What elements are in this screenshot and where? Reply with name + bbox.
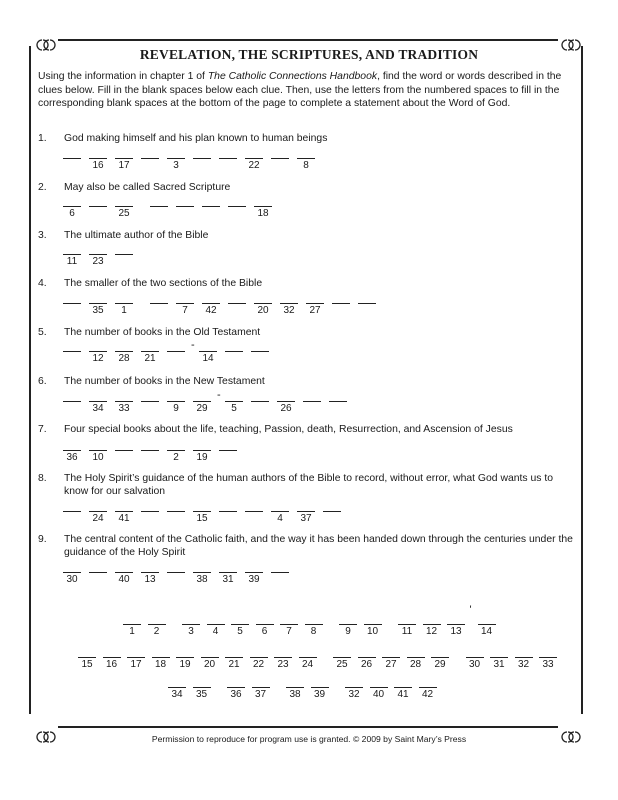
clue-number: 7. bbox=[38, 424, 47, 435]
hyphen-mark: - bbox=[191, 339, 195, 351]
blank-number: 28 bbox=[118, 353, 130, 364]
letter-blank[interactable] bbox=[332, 293, 350, 321]
clue-text: The Holy Spirit’s guidance of the human authors of the Bible to record, without error, what God wants us to know for our salvation bbox=[64, 473, 554, 497]
letter-blank[interactable] bbox=[251, 391, 269, 419]
blank-number: 41 bbox=[118, 513, 130, 524]
clue-text: The number of books in the Old Testament bbox=[64, 327, 261, 338]
letter-blank[interactable] bbox=[207, 614, 225, 642]
clue-text: Four special books about the life, teaching, Passion, death, Resurrection, and Ascension of Jesus bbox=[64, 424, 513, 435]
blank-number: 17 bbox=[118, 160, 130, 171]
blank-number: 23 bbox=[277, 659, 289, 670]
blank-number: 29 bbox=[196, 403, 208, 414]
letter-blank[interactable] bbox=[63, 293, 81, 321]
blank-number: 20 bbox=[257, 305, 269, 316]
blank-number: 32 bbox=[517, 659, 530, 670]
clue-number: 6. bbox=[38, 376, 47, 387]
letter-blank[interactable] bbox=[115, 440, 133, 468]
letter-blank[interactable] bbox=[311, 677, 329, 705]
blank-number: 40 bbox=[372, 689, 385, 700]
letter-blank[interactable] bbox=[89, 293, 107, 321]
blank-number: 34 bbox=[92, 403, 104, 414]
letter-blank[interactable] bbox=[115, 391, 133, 419]
blank-number: 1 bbox=[121, 305, 127, 316]
letter-blank[interactable] bbox=[89, 391, 107, 419]
blank-number: 21 bbox=[228, 659, 240, 670]
blank-number: 27 bbox=[385, 659, 397, 670]
letter-blank[interactable] bbox=[63, 391, 81, 419]
clue-8 bbox=[38, 472, 574, 498]
corner-ornament-icon bbox=[561, 730, 581, 744]
letter-blank[interactable] bbox=[115, 196, 133, 224]
blank-number: 6 bbox=[69, 208, 75, 219]
blank-number: 9 bbox=[345, 626, 351, 637]
blank-number: 15 bbox=[196, 513, 208, 524]
letter-blank[interactable] bbox=[478, 614, 496, 642]
letter-blank[interactable] bbox=[339, 614, 357, 642]
letter-blank[interactable] bbox=[219, 501, 237, 529]
blank-number: 17 bbox=[130, 659, 142, 670]
clue-text: The smaller of the two sections of the Bible bbox=[64, 278, 263, 289]
clue-text: May also be called Sacred Scripture bbox=[64, 182, 231, 193]
letter-blank[interactable] bbox=[345, 677, 363, 705]
letter-blank[interactable] bbox=[306, 293, 324, 321]
blank-number: 42 bbox=[205, 305, 217, 316]
letter-blank[interactable] bbox=[297, 148, 315, 176]
letter-blank[interactable] bbox=[370, 677, 388, 705]
letter-blank[interactable] bbox=[89, 244, 107, 272]
blank-number: 3 bbox=[188, 626, 194, 637]
letter-blank[interactable] bbox=[167, 562, 185, 590]
blank-number: 31 bbox=[222, 574, 234, 585]
blank-number: 2 bbox=[153, 626, 160, 637]
letter-blank[interactable] bbox=[219, 148, 237, 176]
letter-blank[interactable] bbox=[358, 293, 376, 321]
clue-text: God making himself and his plan known to human beings bbox=[64, 133, 328, 144]
letter-blank[interactable] bbox=[280, 614, 298, 642]
letter-blank[interactable] bbox=[228, 293, 246, 321]
instructions bbox=[38, 70, 578, 111]
letter-blank[interactable] bbox=[89, 196, 107, 224]
letter-blank[interactable] bbox=[431, 647, 449, 675]
blank-number: 16 bbox=[92, 160, 104, 171]
letter-blank[interactable] bbox=[123, 614, 141, 642]
blank-number: 8 bbox=[310, 626, 317, 637]
letter-blank[interactable] bbox=[141, 391, 159, 419]
blank-number: 11 bbox=[401, 626, 413, 637]
letter-blank[interactable] bbox=[539, 647, 557, 675]
blank-number: 19 bbox=[196, 452, 208, 463]
blank-number: 26 bbox=[280, 403, 292, 414]
blank-number: 9 bbox=[173, 403, 179, 414]
clue-4 bbox=[38, 277, 574, 290]
blank-number: 7 bbox=[286, 626, 292, 637]
blank-number: 30 bbox=[66, 574, 78, 585]
corner-ornament-icon bbox=[36, 38, 56, 52]
corner-ornament-icon bbox=[36, 730, 56, 744]
letter-blank[interactable] bbox=[297, 501, 315, 529]
letter-blank[interactable] bbox=[182, 614, 200, 642]
blank-number: 38 bbox=[289, 689, 301, 700]
letter-blank[interactable] bbox=[115, 293, 133, 321]
blank-number: 23 bbox=[92, 256, 104, 267]
letter-blank[interactable] bbox=[115, 501, 133, 529]
letter-blank[interactable] bbox=[228, 196, 246, 224]
instructions-part: Using the information in chapter 1 of bbox=[38, 71, 208, 82]
blank-number: 24 bbox=[301, 659, 314, 670]
blank-number: 33 bbox=[542, 659, 554, 670]
blank-number: 5 bbox=[231, 403, 237, 414]
clue-text: The ultimate author of the Bible bbox=[64, 230, 209, 241]
letter-blank[interactable] bbox=[225, 341, 243, 369]
letter-blank[interactable] bbox=[150, 196, 168, 224]
letter-blank[interactable] bbox=[199, 341, 217, 369]
blank-number: 12 bbox=[92, 353, 104, 364]
letter-blank[interactable] bbox=[277, 391, 295, 419]
blank-number: 36 bbox=[66, 452, 78, 463]
letter-blank[interactable] bbox=[225, 647, 243, 675]
clue-text: The central content of the Catholic faith, and the way it has been handed down through the centuries under the guidance of the Holy Spirit bbox=[64, 534, 573, 558]
letter-blank[interactable] bbox=[219, 562, 237, 590]
letter-blank[interactable] bbox=[141, 501, 159, 529]
letter-blank[interactable] bbox=[127, 647, 145, 675]
clue-5 bbox=[38, 326, 574, 339]
letter-blank[interactable] bbox=[271, 148, 289, 176]
letter-blank[interactable] bbox=[89, 501, 107, 529]
letter-blank[interactable] bbox=[515, 647, 533, 675]
letter-blank[interactable] bbox=[250, 647, 268, 675]
letter-blank[interactable] bbox=[251, 341, 269, 369]
blank-number: 38 bbox=[196, 574, 208, 585]
letter-blank[interactable] bbox=[167, 148, 185, 176]
letter-blank[interactable] bbox=[254, 196, 272, 224]
blank-number: 13 bbox=[450, 626, 462, 637]
clue-number: 4. bbox=[38, 278, 47, 289]
letter-blank[interactable] bbox=[193, 440, 211, 468]
letter-blank[interactable] bbox=[63, 196, 81, 224]
letter-blank[interactable] bbox=[103, 647, 121, 675]
blank-number: 32 bbox=[348, 689, 360, 700]
top-border-line bbox=[58, 39, 558, 41]
blank-number: 32 bbox=[283, 305, 295, 316]
blank-number: 25 bbox=[336, 659, 348, 670]
letter-blank[interactable] bbox=[193, 148, 211, 176]
letter-blank[interactable] bbox=[490, 647, 508, 675]
letter-blank[interactable] bbox=[63, 244, 81, 272]
blank-number: 35 bbox=[92, 305, 104, 316]
letter-blank[interactable] bbox=[252, 677, 270, 705]
letter-blank[interactable] bbox=[271, 562, 289, 590]
letter-blank[interactable] bbox=[63, 148, 81, 176]
letter-blank[interactable] bbox=[152, 647, 170, 675]
letter-blank[interactable] bbox=[333, 647, 351, 675]
blank-number: 39 bbox=[313, 689, 326, 700]
letter-blank[interactable] bbox=[63, 341, 81, 369]
corner-ornament-icon bbox=[561, 38, 581, 52]
clue-number: 8. bbox=[38, 473, 47, 484]
letter-blank[interactable] bbox=[202, 196, 220, 224]
letter-blank[interactable] bbox=[225, 391, 243, 419]
letter-blank[interactable] bbox=[202, 293, 220, 321]
letter-blank[interactable] bbox=[115, 244, 133, 272]
clue-9 bbox=[38, 533, 574, 559]
letter-blank[interactable] bbox=[271, 501, 289, 529]
blank-number: 40 bbox=[118, 574, 130, 585]
book-title: The Catholic Connections Handbook bbox=[207, 71, 378, 82]
blank-number: 31 bbox=[493, 659, 505, 670]
clue-2 bbox=[38, 181, 574, 194]
blank-number: 12 bbox=[425, 626, 438, 637]
letter-blank[interactable] bbox=[398, 614, 416, 642]
letter-blank[interactable] bbox=[167, 341, 185, 369]
letter-blank[interactable] bbox=[364, 614, 382, 642]
letter-blank[interactable] bbox=[167, 501, 185, 529]
letter-blank[interactable] bbox=[89, 341, 107, 369]
letter-blank[interactable] bbox=[193, 391, 211, 419]
letter-blank[interactable] bbox=[89, 148, 107, 176]
blank-number: 33 bbox=[118, 403, 130, 414]
blank-number: 4 bbox=[212, 626, 219, 637]
blank-number: 26 bbox=[360, 659, 373, 670]
blank-number: 22 bbox=[248, 160, 260, 171]
letter-blank[interactable] bbox=[303, 391, 321, 419]
left-border-line bbox=[29, 46, 31, 714]
letter-blank[interactable] bbox=[245, 562, 263, 590]
blank-number: 14 bbox=[202, 353, 214, 364]
blank-number: 4 bbox=[277, 513, 283, 524]
blank-number: 35 bbox=[195, 689, 208, 700]
letter-blank[interactable] bbox=[323, 501, 341, 529]
blank-number: 36 bbox=[230, 689, 242, 700]
letter-blank[interactable] bbox=[89, 440, 107, 468]
letter-blank[interactable] bbox=[201, 647, 219, 675]
blank-number: 18 bbox=[257, 208, 269, 219]
letter-blank[interactable] bbox=[329, 391, 347, 419]
blank-number: 10 bbox=[366, 626, 379, 637]
blank-number: 19 bbox=[179, 659, 191, 670]
blank-number: 15 bbox=[81, 659, 93, 670]
letter-blank[interactable] bbox=[286, 677, 304, 705]
blank-number: 30 bbox=[468, 659, 481, 670]
letter-blank[interactable] bbox=[63, 501, 81, 529]
letter-blank[interactable] bbox=[148, 614, 166, 642]
blank-number: 37 bbox=[254, 689, 267, 700]
blank-number: 13 bbox=[144, 574, 156, 585]
blank-number: 37 bbox=[300, 513, 312, 524]
letter-blank[interactable] bbox=[299, 647, 317, 675]
blank-number: 25 bbox=[118, 208, 130, 219]
blank-number: 14 bbox=[480, 626, 493, 637]
letter-blank[interactable] bbox=[167, 391, 185, 419]
blank-number: 8 bbox=[303, 160, 309, 171]
blank-number: 24 bbox=[92, 513, 104, 524]
letter-blank[interactable] bbox=[141, 562, 159, 590]
page-title: REVELATION, THE SCRIPTURES, AND TRADITION bbox=[139, 47, 479, 62]
blank-number: 27 bbox=[309, 305, 321, 316]
letter-blank[interactable] bbox=[176, 647, 194, 675]
letter-blank[interactable] bbox=[219, 440, 237, 468]
blank-number: 18 bbox=[154, 659, 167, 670]
clue-number: 5. bbox=[38, 327, 47, 338]
letter-blank[interactable] bbox=[115, 341, 133, 369]
footer-permission: Permission to reproduce for program use is granted. © 2009 by Saint Mary’s Press bbox=[151, 734, 467, 744]
letter-blank[interactable] bbox=[358, 647, 376, 675]
clue-6 bbox=[38, 375, 574, 388]
hyphen-mark: - bbox=[217, 389, 221, 401]
blank-number: 29 bbox=[434, 659, 446, 670]
blank-number: 34 bbox=[171, 689, 183, 700]
letter-blank[interactable] bbox=[254, 293, 272, 321]
letter-blank[interactable] bbox=[150, 293, 168, 321]
letter-blank[interactable] bbox=[115, 562, 133, 590]
letter-blank[interactable] bbox=[141, 440, 159, 468]
blank-number: 41 bbox=[397, 689, 409, 700]
clue-number: 9. bbox=[38, 534, 47, 545]
apostrophe-mark: ' bbox=[469, 604, 472, 616]
letter-blank[interactable] bbox=[280, 293, 298, 321]
letter-blank[interactable] bbox=[193, 501, 211, 529]
letter-blank[interactable] bbox=[141, 341, 159, 369]
blank-number: 1 bbox=[129, 626, 135, 637]
blank-number: 21 bbox=[144, 353, 156, 364]
blank-number: 10 bbox=[92, 452, 104, 463]
letter-blank[interactable] bbox=[245, 148, 263, 176]
blank-number: 5 bbox=[237, 626, 243, 637]
letter-blank[interactable] bbox=[63, 562, 81, 590]
letter-blank[interactable] bbox=[167, 440, 185, 468]
clue-1 bbox=[38, 132, 574, 145]
letter-blank[interactable] bbox=[394, 677, 412, 705]
letter-blank[interactable] bbox=[419, 677, 437, 705]
clue-number: 1. bbox=[38, 133, 47, 144]
instructions-part: , find the word or words described in the clues below. Fill in the blank spaces below each clue. Then, use the letters from the numbered spaces to fill in the corresponding blank spaces at the bottom of the page to complete a statement about the Word of God. bbox=[38, 71, 562, 109]
letter-blank[interactable] bbox=[227, 677, 245, 705]
letter-blank[interactable] bbox=[176, 196, 194, 224]
letter-blank[interactable] bbox=[63, 440, 81, 468]
blank-number: 22 bbox=[252, 659, 265, 670]
blank-number: 6 bbox=[261, 626, 268, 637]
letter-blank[interactable] bbox=[168, 677, 186, 705]
blank-number: 2 bbox=[173, 452, 179, 463]
letter-blank[interactable] bbox=[274, 647, 292, 675]
letter-blank[interactable] bbox=[193, 677, 211, 705]
clue-number: 3. bbox=[38, 230, 47, 241]
bottom-border-line bbox=[58, 726, 558, 728]
blank-number: 20 bbox=[203, 659, 216, 670]
clue-number: 2. bbox=[38, 182, 47, 193]
letter-blank[interactable] bbox=[141, 148, 159, 176]
letter-blank[interactable] bbox=[78, 647, 96, 675]
clue-text: The number of books in the New Testament bbox=[64, 376, 265, 387]
letter-blank[interactable] bbox=[193, 562, 211, 590]
letter-blank[interactable] bbox=[407, 647, 425, 675]
blank-number: 7 bbox=[182, 305, 188, 316]
blank-number: 11 bbox=[66, 256, 78, 267]
letter-blank[interactable] bbox=[447, 614, 465, 642]
letter-blank[interactable] bbox=[466, 647, 484, 675]
letter-blank[interactable] bbox=[176, 293, 194, 321]
letter-blank[interactable] bbox=[89, 562, 107, 590]
letter-blank[interactable] bbox=[382, 647, 400, 675]
letter-blank[interactable] bbox=[256, 614, 274, 642]
clue-3 bbox=[38, 229, 574, 242]
letter-blank[interactable] bbox=[115, 148, 133, 176]
blank-number: 39 bbox=[248, 574, 260, 585]
letter-blank[interactable] bbox=[231, 614, 249, 642]
letter-blank[interactable] bbox=[305, 614, 323, 642]
blank-number: 3 bbox=[173, 160, 179, 171]
blank-number: 28 bbox=[409, 659, 422, 670]
letter-blank[interactable] bbox=[423, 614, 441, 642]
clue-7 bbox=[38, 423, 574, 436]
letter-blank[interactable] bbox=[245, 501, 263, 529]
blank-number: 42 bbox=[421, 689, 434, 700]
blank-number: 16 bbox=[105, 659, 118, 670]
right-border-line bbox=[581, 46, 583, 714]
